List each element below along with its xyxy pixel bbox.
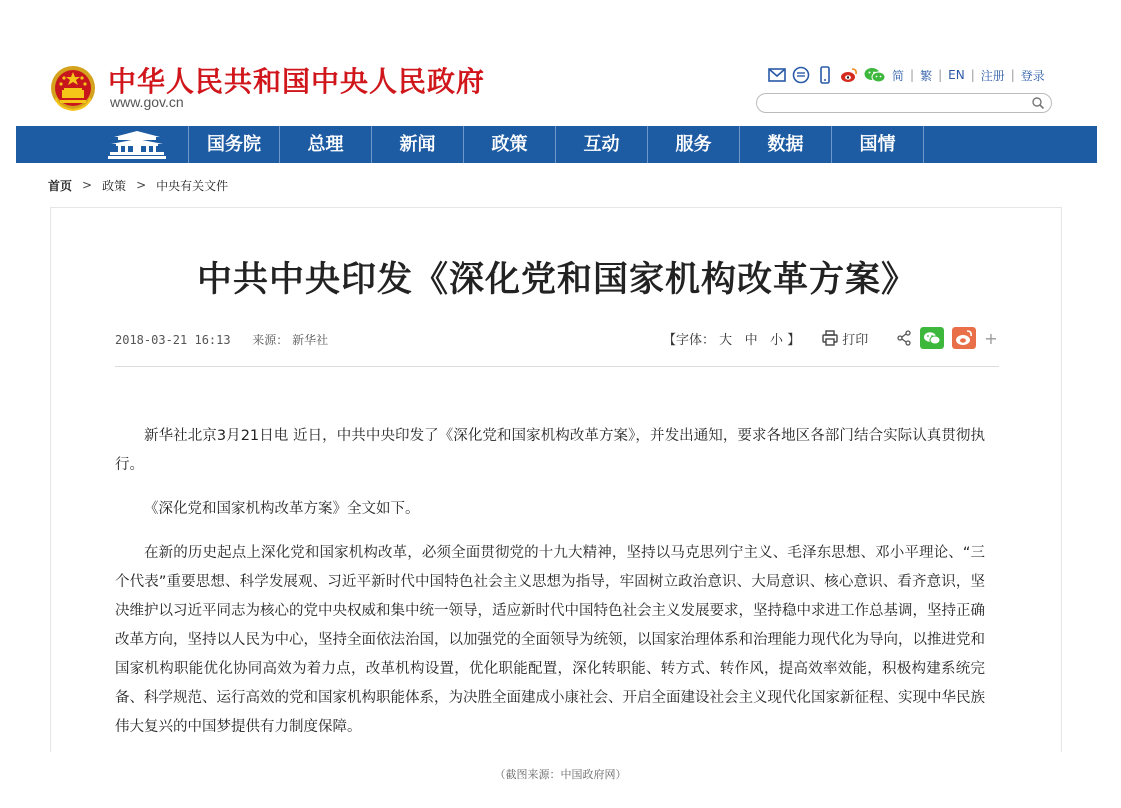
- mail-icon[interactable]: [768, 66, 786, 84]
- share-more-button[interactable]: +: [984, 328, 998, 348]
- font-large-button[interactable]: 大: [719, 332, 733, 348]
- font-small-button[interactable]: 小: [770, 332, 784, 348]
- search-box: [756, 93, 1052, 113]
- nav-item-news[interactable]: 新闻: [372, 126, 464, 163]
- font-size-control: [663, 329, 800, 348]
- article-title: 中共中央印发《深化党和国家机构改革方案》: [196, 260, 917, 300]
- breadcrumb-separator: >: [82, 178, 93, 192]
- mobile-icon[interactable]: [816, 66, 834, 84]
- login-link[interactable]: 登录: [1020, 68, 1045, 83]
- wechat-share-icon[interactable]: [920, 327, 944, 349]
- article-meta: [115, 331, 328, 348]
- meta-divider: [115, 366, 999, 367]
- search-icon[interactable]: [1031, 96, 1045, 110]
- tools-separator: |: [910, 68, 915, 82]
- nav-item-policy[interactable]: 政策: [464, 126, 556, 163]
- search-input[interactable]: [765, 95, 1025, 111]
- nav-items: [188, 126, 924, 163]
- source-label: 来源：: [252, 333, 289, 347]
- article-paragraph: 在新的历史起点上深化党和国家机构改革，必须全面贯彻党的十九大精神，坚持以马克思列宁主义、毛泽东思想、邓小平理论、“三个代表”重要思想、科学发展观、习近平新时代中国特色社会主义思想为指导，牢固树立政治意识、大局意识、核心意识、看齐意识，坚决维护以习近平同志为核心的党中央权威和集中统一领导，适应新时代中国特色社会主义发展要求，坚持稳中求进工作总基调，坚持正确改革方向，坚持以人民为中心，坚持全面依法治国，以加强党的全面领导为统领，以国家治理体系和治理能力现代化为导向，以推进党和国家机构职能优化协同高效为着力点，改革机构设置，优化职能配置，深化转职能、转方式、转作风，提高效率效能，积极构建系统完备、科学规范、运行高效的党和国家机构职能体系，为决胜全面建成小康社会、开启全面建设社会主义现代化国家新征程、实现中华民族伟大复兴的中国梦提供有力制度保障。: [115, 545, 985, 735]
- register-link[interactable]: 注册: [980, 68, 1005, 83]
- share-bar: [896, 327, 997, 349]
- lang-traditional-link[interactable]: 繁: [920, 68, 933, 83]
- nav-item-state-council[interactable]: 国务院: [188, 126, 280, 163]
- rss-icon[interactable]: [792, 66, 810, 84]
- article-tools: [663, 326, 998, 350]
- article-paragraph: 新华社北京3月21日电 近日，中共中央印发了《深化党和国家机构改革方案》，并发出通知，要求各地区各部门结合实际认真贯彻执行。: [115, 428, 985, 473]
- share-icon[interactable]: [896, 330, 912, 346]
- breadcrumb-home[interactable]: 首页: [48, 178, 73, 193]
- breadcrumb-separator: >: [136, 178, 147, 192]
- header-tools: [768, 64, 1045, 86]
- print-button[interactable]: [822, 329, 868, 348]
- font-medium-button[interactable]: 中: [744, 332, 758, 348]
- printer-icon: [822, 330, 838, 346]
- nav-item-national-profile[interactable]: 国情: [832, 126, 924, 163]
- article-card: [50, 207, 1062, 752]
- breadcrumb-central-documents[interactable]: 中央有关文件: [156, 178, 229, 193]
- article-body: [115, 422, 985, 757]
- nav-item-interaction[interactable]: 互动: [556, 126, 648, 163]
- article-source: 新华社: [292, 333, 329, 347]
- nav-item-data[interactable]: 数据: [740, 126, 832, 163]
- font-size-label: 【字体：: [663, 332, 716, 348]
- article-date: 2018-03-21 16:13: [115, 333, 231, 347]
- breadcrumb: [48, 177, 228, 193]
- weibo-share-icon[interactable]: [952, 327, 976, 349]
- site-header: [0, 0, 1121, 126]
- tools-separator: |: [938, 68, 943, 82]
- tools-separator: |: [970, 68, 975, 82]
- screenshot-caption: （截图来源：中国政府网）: [494, 768, 627, 781]
- nav-item-premier[interactable]: 总理: [280, 126, 372, 163]
- weibo-icon[interactable]: [840, 66, 858, 84]
- main-nav: [16, 126, 1097, 163]
- article-paragraph: 《深化党和国家机构改革方案》全文如下。: [144, 501, 420, 517]
- tools-separator: |: [1010, 68, 1015, 82]
- lang-english-link[interactable]: EN: [948, 68, 965, 82]
- nav-item-services[interactable]: 服务: [648, 126, 740, 163]
- font-size-end: 】: [787, 332, 801, 348]
- site-title[interactable]: 中华人民共和国中央人民政府: [108, 65, 486, 98]
- breadcrumb-policy[interactable]: 政策: [102, 178, 127, 193]
- national-emblem-icon[interactable]: [50, 64, 96, 112]
- wechat-icon[interactable]: [864, 66, 886, 84]
- print-label: 打印: [842, 332, 869, 348]
- tiananmen-gate-icon[interactable]: [108, 130, 166, 160]
- site-url: www.gov.cn: [110, 94, 184, 110]
- lang-simplified-link[interactable]: 简: [892, 68, 905, 83]
